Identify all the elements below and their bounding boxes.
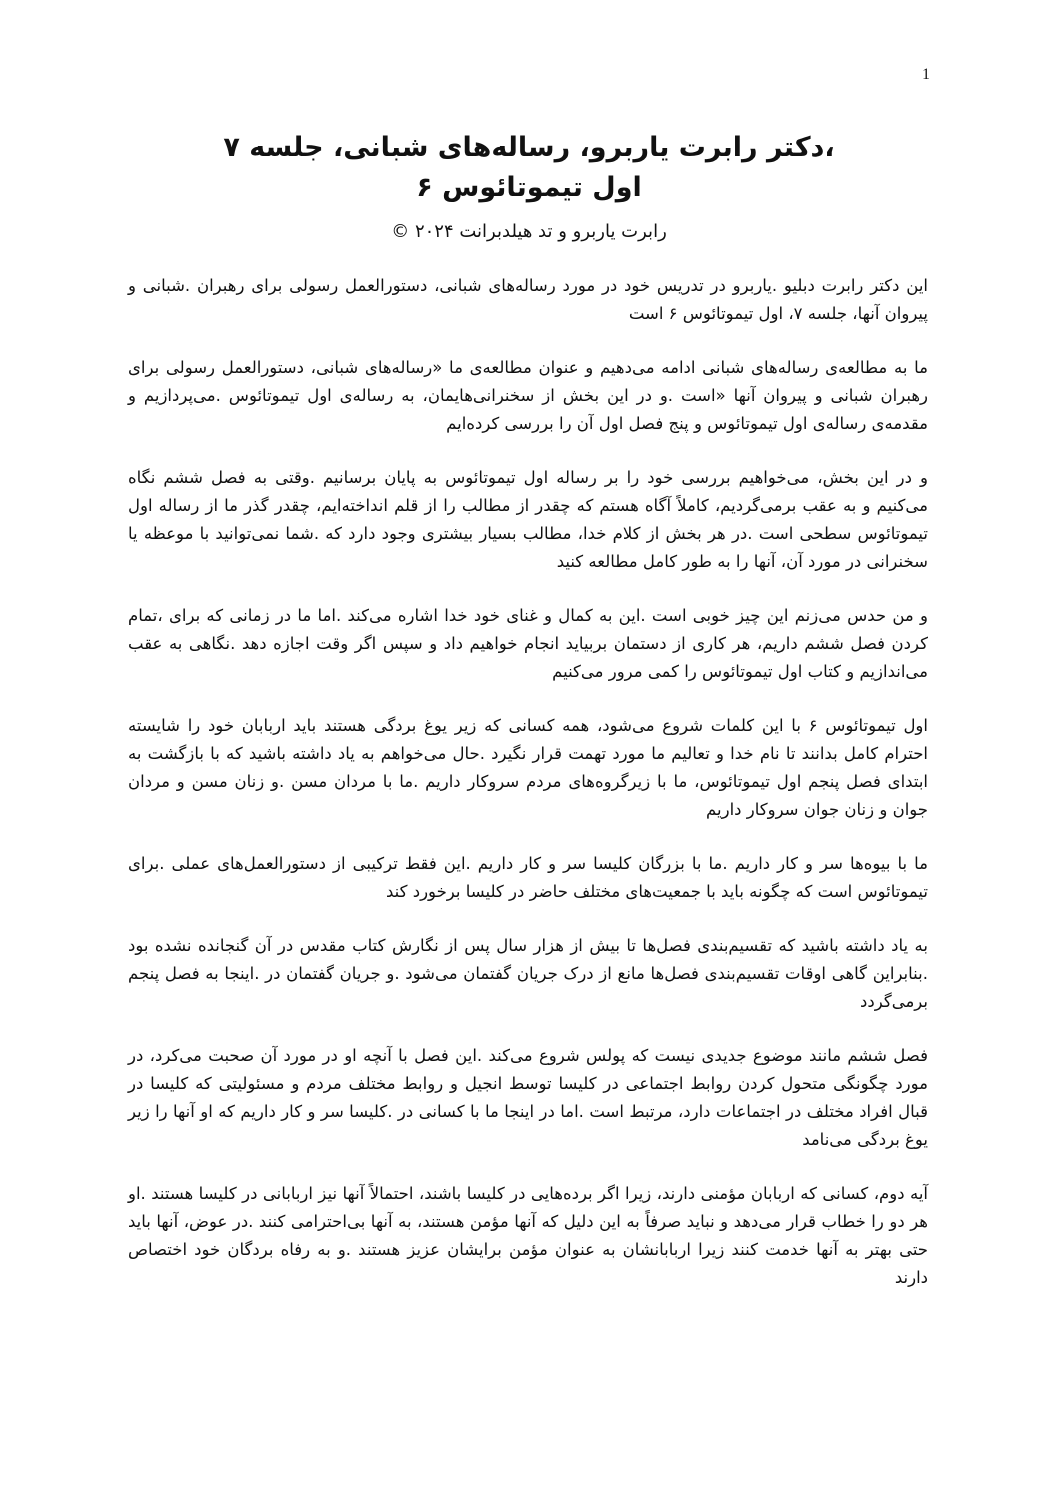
paragraph: ما به مطالعه‌ی رساله‌های شبانی ادامه می‌دهیم و عنوان مطالعه‌ی ما «رساله‌های شبانی، دستورالعمل رسولی برای رهبران شبانی و پیروان آنها «است .و در این بخش از سخنرانی‌هایمان، به رساله‌ی اول تیموتائوس .می‌پردازیم و مقدمه‌ی رساله‌ی اول تیموتائوس و پنج فصل اول آن را بررسی کرده‌ایم bbox=[128, 358, 928, 433]
paragraph: به یاد داشته باشید که تقسیم‌بندی فصل‌ها تا بیش از هزار سال پس از نگارش کتاب مقدس در آن گنجانده نشده بود .بنابراین گاهی اوقات تقسیم‌بندی فصل‌ها مانع از درک جریان گفتمان می‌شود .و جریان گفتمان در .اینجا به فصل پنجم برمی‌گردد bbox=[128, 936, 928, 1011]
paragraph: و در این بخش، می‌خواهیم بررسی خود را بر رساله اول تیموتائوس به پایان برسانیم .وقتی به فصل ششم نگاه می‌کنیم و به عقب برمی‌گردیم، کاملاً آگاه هستم که چقدر از مطالب را از قلم انداخته‌ایم، چقدر گذر ما از رساله اول تیموتائوس سطحی است .در هر بخش از کلام خدا، مطالب بسیار بیشتری وجود دارد که .شما نمی‌توانید با موعظه یا سخنرانی در مورد آن، آنها را به طور کامل مطالعه کنید bbox=[128, 468, 928, 571]
paragraph: ما با بیوه‌ها سر و کار داریم .ما با بزرگان کلیسا سر و کار داریم .این فقط ترکیبی از دستورالعمل‌های عملی .برای تیموتائوس است که چگونه باید با جمعیت‌های مختلف حاضر در کلیسا برخورد کند bbox=[128, 854, 928, 901]
document-title bbox=[120, 128, 938, 208]
title-line-1: ،دکتر رابرت یاربرو، رساله‌های شبانی، جلسه ۷ bbox=[223, 132, 835, 163]
paragraph: اول تیموتائوس ۶ با این کلمات شروع می‌شود، همه کسانی که زیر یوغ بردگی هستند باید اربابان خود را شایسته احترام کامل بدانند تا نام خدا و تعالیم ما مورد تهمت قرار نگیرد .حال می‌خواهم به یاد داشته باشید که با بازگشت به ابتدای فصل پنجم اول تیموتائوس، ما با زیرگروه‌های مردم سروکار داریم .ما با مردان مسن .و زنان مسن و مردان جوان و زنان جوان سروکار داریم bbox=[128, 716, 928, 819]
document-body bbox=[128, 272, 928, 1318]
paragraph: این دکتر رابرت دبلیو .یاربرو در تدریس خود در مورد رساله‌های شبانی، دستورالعمل رسولی برای رهبران .شبانی و پیروان آنها، جلسه ۷، اول تیموتائوس ۶ است bbox=[128, 276, 928, 323]
document-subtitle: رابرت یاربرو و تد هیلدبرانت ۲۰۲۴ © bbox=[391, 221, 667, 242]
paragraph: آیه دوم، کسانی که اربابان مؤمنی دارند، زیرا اگر برده‌هایی در کلیسا باشند، احتمالاً آنها نیز اربابانی در کلیسا هستند .او هر دو را خطاب قرار می‌دهد و نباید صرفاً به این دلیل که آنها مؤمن هستند، به آنها بی‌احترامی کنند .در عوض، آنها باید حتی بهتر به آنها خدمت کنند زیرا اربابانشان به عنوان مؤمن برایشان عزیز هستند .و به رفاه بردگان خود اختصاص دارند bbox=[128, 1184, 928, 1287]
paragraph: فصل ششم مانند موضوع جدیدی نیست که پولس شروع می‌کند .این فصل با آنچه او در مورد آن صحبت می‌کرد، در مورد چگونگی متحول کردن روابط اجتماعی در کلیسا توسط انجیل و روابط مختلف مردم و مسئولیتی که کلیسا در قبال افراد مختلف در اجتماعات دارد، مرتبط است .اما در اینجا ما با کسانی در .کلیسا سر و کار داریم که او آنها را زیر یوغ بردگی می‌نامد bbox=[128, 1046, 928, 1149]
page-number: 1 bbox=[922, 66, 930, 83]
title-line-2: اول تیموتائوس ۶ bbox=[416, 172, 642, 203]
paragraph: و من حدس می‌زنم این چیز خوبی است .این به کمال و غنای خود خدا اشاره می‌کند .اما ما در زمانی که برای ،تمام کردن فصل ششم داریم، هر کاری از دستمان بربیاید انجام خواهیم داد و سپس اگر وقت اجازه دهد .نگاهی به عقب می‌اندازیم و کتاب اول تیموتائوس را کمی مرور می‌کنیم bbox=[128, 606, 928, 681]
